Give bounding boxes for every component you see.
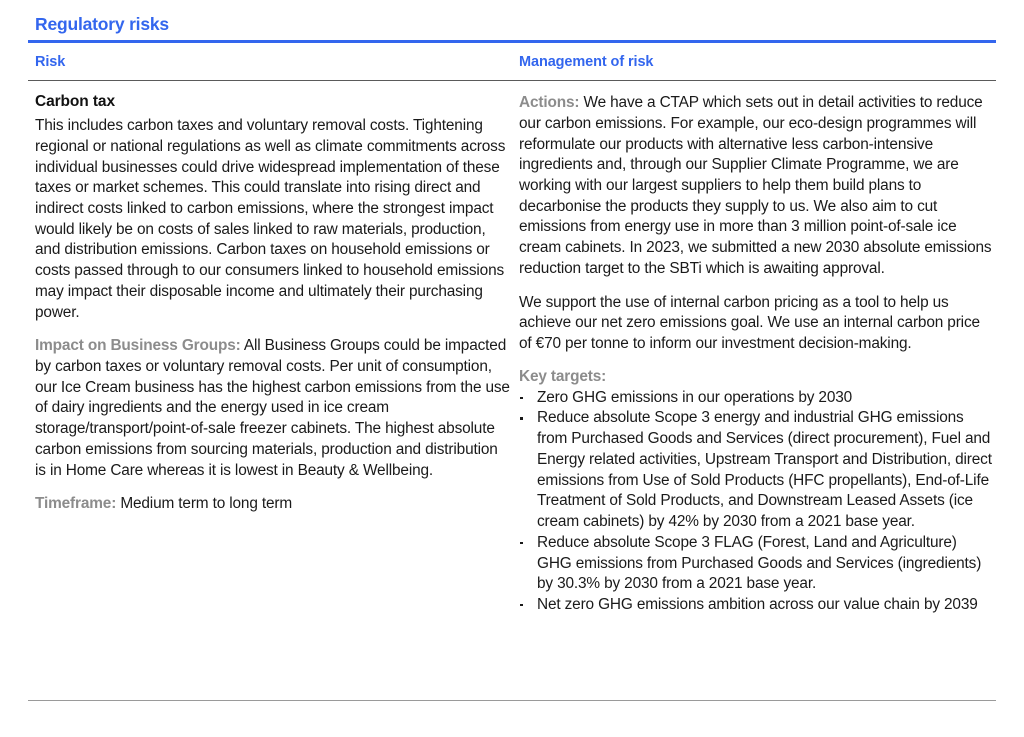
list-item: Net zero GHG emissions ambition across our value chain by 2039 [519,595,992,616]
actions-text: We have a CTAP which sets out in detail activities to reduce our carbon emissions. For example, our eco-design programmes will reformulate our products with alternative less carbon-intensive ingredients and, through our Supplier Climate Programme, we are working with our largest suppliers to help them build plans to decarbonise the products they supply to us. We also aim to cut emissions from energy use in more than 3 million point-of-sale ice cream cabinets. In 2023, we submitted a new 2030 absolute emissions reduction target to the SBTi which is awaiting approval. [519,94,992,277]
impact-label: Impact on Business Groups: [35,337,241,355]
column-header-risk: Risk [35,54,66,71]
list-item: Zero GHG emissions in our operations by 2030 [519,388,992,409]
column-header-row [28,43,996,80]
impact-text: All Business Groups could be impacted by carbon taxes or voluntary removal costs. Per unit of consumption, our Ice Cream business has the highest carbon emissions from the use of dairy ingredients and the energy used in ice cream storage/transport/point-of-sale freezer cabinets. The highest absolute carbon emissions from sourcing materials, production and distribution is in Home Care whereas it is lowest in Beauty & Wellbeing. [35,337,510,479]
list-item: Reduce absolute Scope 3 FLAG (Forest, Land and Agriculture) GHG emissions from Purchased Goods and Services (ingredients) by 30.3% by 2030 from a 2021 base year. [519,533,992,595]
timeframe-text: Medium term to long term [116,495,293,513]
timeframe [35,494,511,515]
column-header-management-of-risk: Management of risk [519,54,654,71]
internal-carbon-pricing-paragraph: We support the use of internal carbon pricing as a tool to help us achieve our net zero emissions goal. We use an internal carbon price of €70 per tonne to inform our investment decision-making. [519,293,980,353]
risk-column [28,93,519,515]
timeframe-label: Timeframe: [35,495,117,513]
risk-title: Carbon tax [35,93,115,111]
key-targets-label: Key targets: [519,367,607,385]
list-item: Reduce absolute Scope 3 energy and industrial GHG emissions from Purchased Goods and Services (direct procurement), Fuel and Energy related activities, Upstream Transport and Distribution, direct emissions from Use of Sold Products (HFC propellants), End-of-Life Treatment of Sold Products, and Downstream Leased Assets (ice cream cabinets) by 42% by 2030 from a 2021 base year. [519,408,992,532]
impact-on-business-groups [35,336,511,481]
key-targets-list [519,388,992,616]
content-columns [28,81,996,616]
page-bottom-rule [28,700,996,701]
management-column [519,93,996,616]
actions-paragraph [519,93,992,279]
section-title: Regulatory risks [35,14,169,34]
risk-description: This includes carbon taxes and voluntary removal costs. Tightening regional or national regulations as well as climate commitments across individual businesses could drive widespread implementation of these taxes or market schemes. This could translate into rising direct and indirect costs linked to carbon emissions, where the strongest impact would likely be on costs of sales linked to raw materials, production, and distribution emissions. Carbon taxes on household emissions or costs passed through to our consumers linked to household emissions may impact their disposable income and ultimately their purchasing power. [35,117,506,321]
actions-label: Actions: [519,94,580,112]
